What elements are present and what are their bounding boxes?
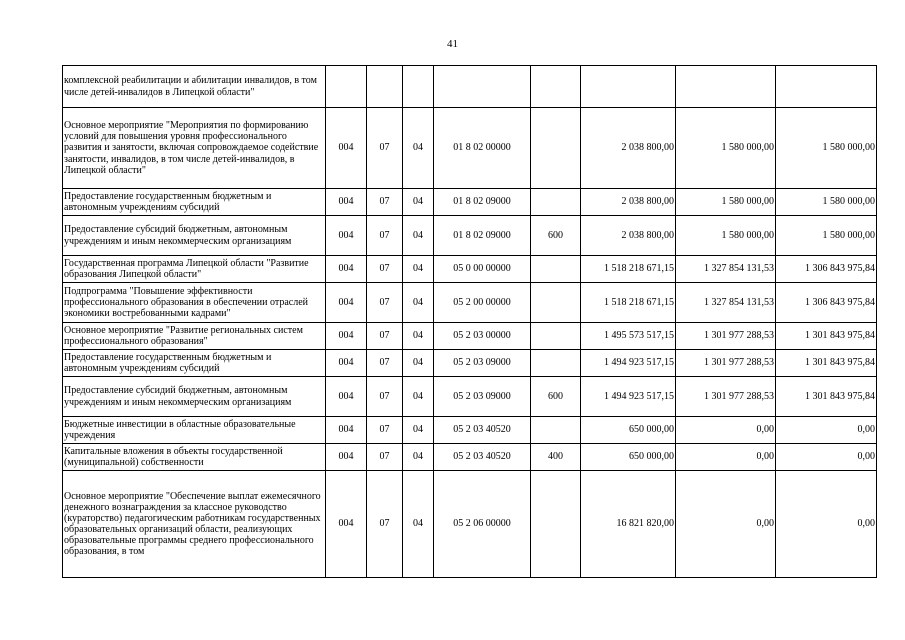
table-row	[63, 66, 877, 108]
section-code-cell: 07	[367, 283, 403, 323]
row-name-cell: Основное мероприятие "Развитие региональных систем профессионального образования"	[63, 323, 326, 350]
expense-kind-cell	[531, 283, 581, 323]
amount-year3-cell: 0,00	[776, 417, 877, 444]
section-code-cell: 07	[367, 350, 403, 377]
row-name-cell: Предоставление государственным бюджетным и автономным учреждениям субсидий	[63, 189, 326, 216]
admin-code-cell: 004	[326, 216, 367, 256]
admin-code-cell: 004	[326, 417, 367, 444]
amount-year1-cell: 16 821 820,00	[581, 471, 676, 578]
amount-year3-cell: 1 301 843 975,84	[776, 323, 877, 350]
expense-kind-cell	[531, 323, 581, 350]
amount-year3-cell: 1 306 843 975,84	[776, 283, 877, 323]
amount-year2-cell: 1 301 977 288,53	[676, 323, 776, 350]
row-name-cell: Предоставление субсидий бюджетным, автономным учреждениям и иным некоммерческим организациям	[63, 377, 326, 417]
amount-year1-cell	[581, 66, 676, 108]
table-row	[63, 108, 877, 189]
section-code-cell: 07	[367, 216, 403, 256]
expense-kind-cell: 400	[531, 444, 581, 471]
section-code-cell: 07	[367, 471, 403, 578]
expense-kind-cell	[531, 108, 581, 189]
admin-code-cell: 004	[326, 471, 367, 578]
amount-year2-cell: 0,00	[676, 471, 776, 578]
row-name-cell: Капитальные вложения в объекты государственной (муниципальной) собственности	[63, 444, 326, 471]
expense-kind-cell: 600	[531, 377, 581, 417]
admin-code-cell: 004	[326, 323, 367, 350]
expense-kind-cell	[531, 350, 581, 377]
row-name-cell: комплексной реабилитации и абилитации инвалидов, в том числе детей-инвалидов в Липецкой области"	[63, 66, 326, 108]
target-article-cell: 01 8 02 00000	[434, 108, 531, 189]
target-article-cell: 05 2 03 40520	[434, 417, 531, 444]
amount-year1-cell: 2 038 800,00	[581, 189, 676, 216]
target-article-cell: 01 8 02 09000	[434, 216, 531, 256]
subsection-code-cell: 04	[403, 216, 434, 256]
section-code-cell: 07	[367, 189, 403, 216]
amount-year3-cell: 1 580 000,00	[776, 216, 877, 256]
amount-year1-cell: 2 038 800,00	[581, 216, 676, 256]
admin-code-cell	[326, 66, 367, 108]
table-body	[63, 66, 877, 578]
amount-year2-cell	[676, 66, 776, 108]
amount-year3-cell: 0,00	[776, 471, 877, 578]
budget-table	[62, 65, 877, 578]
target-article-cell	[434, 66, 531, 108]
expense-kind-cell	[531, 417, 581, 444]
table-row	[63, 444, 877, 471]
section-code-cell: 07	[367, 444, 403, 471]
expense-kind-cell	[531, 66, 581, 108]
table-row	[63, 189, 877, 216]
target-article-cell: 05 2 03 00000	[434, 323, 531, 350]
admin-code-cell: 004	[326, 256, 367, 283]
table-row	[63, 350, 877, 377]
amount-year2-cell: 1 327 854 131,53	[676, 283, 776, 323]
subsection-code-cell: 04	[403, 108, 434, 189]
expense-kind-cell: 600	[531, 216, 581, 256]
amount-year2-cell: 1 580 000,00	[676, 189, 776, 216]
admin-code-cell: 004	[326, 108, 367, 189]
amount-year3-cell: 1 580 000,00	[776, 189, 877, 216]
amount-year2-cell: 1 301 977 288,53	[676, 377, 776, 417]
subsection-code-cell: 04	[403, 256, 434, 283]
row-name-cell: Основное мероприятие "Обеспечение выплат ежемесячного денежного вознаграждения за классное руководство (кураторство) педагогическим работникам государственных образовательных организаций области, реализующих образовательные программы среднего профессионального образования, в том	[63, 471, 326, 578]
amount-year1-cell: 1 495 573 517,15	[581, 323, 676, 350]
amount-year3-cell: 1 580 000,00	[776, 108, 877, 189]
row-name-cell: Предоставление государственным бюджетным и автономным учреждениям субсидий	[63, 350, 326, 377]
amount-year3-cell: 0,00	[776, 444, 877, 471]
section-code-cell: 07	[367, 323, 403, 350]
amount-year1-cell: 1 494 923 517,15	[581, 350, 676, 377]
table-row	[63, 256, 877, 283]
admin-code-cell: 004	[326, 189, 367, 216]
row-name-cell: Предоставление субсидий бюджетным, автономным учреждениям и иным некоммерческим организациям	[63, 216, 326, 256]
target-article-cell: 05 2 00 00000	[434, 283, 531, 323]
expense-kind-cell	[531, 471, 581, 578]
subsection-code-cell: 04	[403, 323, 434, 350]
subsection-code-cell: 04	[403, 377, 434, 417]
table-row	[63, 377, 877, 417]
amount-year1-cell: 1 518 218 671,15	[581, 256, 676, 283]
row-name-cell: Бюджетные инвестиции в областные образовательные учреждения	[63, 417, 326, 444]
table-row	[63, 283, 877, 323]
admin-code-cell: 004	[326, 444, 367, 471]
subsection-code-cell: 04	[403, 444, 434, 471]
amount-year1-cell: 1 494 923 517,15	[581, 377, 676, 417]
row-name-cell: Государственная программа Липецкой области "Развитие образования Липецкой области"	[63, 256, 326, 283]
amount-year2-cell: 0,00	[676, 444, 776, 471]
admin-code-cell: 004	[326, 283, 367, 323]
table-row	[63, 471, 877, 578]
subsection-code-cell: 04	[403, 417, 434, 444]
section-code-cell: 07	[367, 108, 403, 189]
row-name-cell: Основное мероприятие "Мероприятия по формированию условий для повышения уровня профессионального развития и занятости, включая сопровождаемое содействие занятости, инвалидов, в том числе детей-инвалидов, в Липецкой области"	[63, 108, 326, 189]
subsection-code-cell: 04	[403, 471, 434, 578]
amount-year2-cell: 1 580 000,00	[676, 108, 776, 189]
row-name-cell: Подпрограмма "Повышение эффективности профессионального образования в обеспечении отраслей экономики востребованными кадрами"	[63, 283, 326, 323]
expense-kind-cell	[531, 256, 581, 283]
section-code-cell: 07	[367, 417, 403, 444]
amount-year2-cell: 1 301 977 288,53	[676, 350, 776, 377]
amount-year3-cell: 1 306 843 975,84	[776, 256, 877, 283]
subsection-code-cell	[403, 66, 434, 108]
target-article-cell: 05 2 03 40520	[434, 444, 531, 471]
amount-year3-cell: 1 301 843 975,84	[776, 350, 877, 377]
section-code-cell: 07	[367, 377, 403, 417]
amount-year2-cell: 1 580 000,00	[676, 216, 776, 256]
admin-code-cell: 004	[326, 350, 367, 377]
page-number: 41	[447, 38, 458, 50]
section-code-cell: 07	[367, 256, 403, 283]
target-article-cell: 05 2 06 00000	[434, 471, 531, 578]
target-article-cell: 05 0 00 00000	[434, 256, 531, 283]
table-row	[63, 417, 877, 444]
amount-year2-cell: 1 327 854 131,53	[676, 256, 776, 283]
amount-year3-cell: 1 301 843 975,84	[776, 377, 877, 417]
target-article-cell: 05 2 03 09000	[434, 350, 531, 377]
section-code-cell	[367, 66, 403, 108]
amount-year1-cell: 1 518 218 671,15	[581, 283, 676, 323]
admin-code-cell: 004	[326, 377, 367, 417]
table-row	[63, 216, 877, 256]
subsection-code-cell: 04	[403, 350, 434, 377]
amount-year1-cell: 2 038 800,00	[581, 108, 676, 189]
subsection-code-cell: 04	[403, 283, 434, 323]
amount-year1-cell: 650 000,00	[581, 417, 676, 444]
table-row	[63, 323, 877, 350]
target-article-cell: 01 8 02 09000	[434, 189, 531, 216]
amount-year3-cell	[776, 66, 877, 108]
amount-year1-cell: 650 000,00	[581, 444, 676, 471]
expense-kind-cell	[531, 189, 581, 216]
amount-year2-cell: 0,00	[676, 417, 776, 444]
subsection-code-cell: 04	[403, 189, 434, 216]
target-article-cell: 05 2 03 09000	[434, 377, 531, 417]
